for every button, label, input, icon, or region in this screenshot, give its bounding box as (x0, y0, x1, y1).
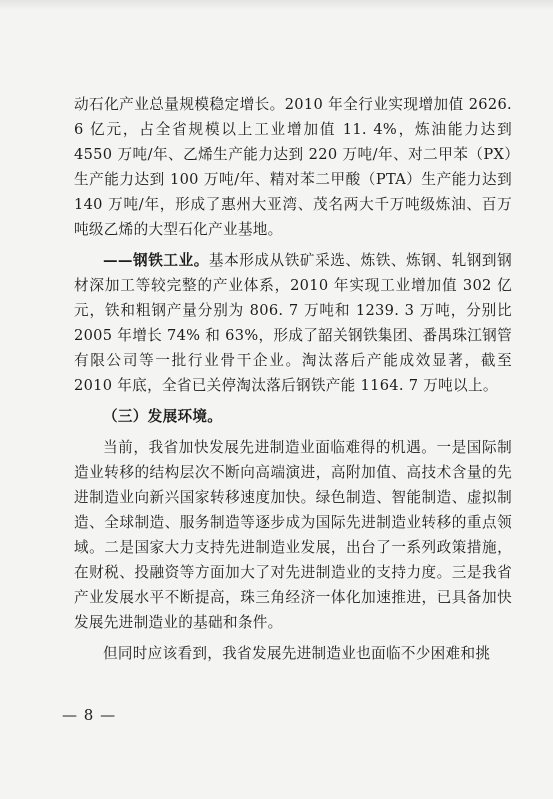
steel-industry-lead: ——钢铁工业。 (103, 252, 209, 269)
page-number: — 8 — (62, 706, 117, 724)
scan-top-edge (0, 0, 553, 10)
body-text (74, 92, 512, 666)
paragraph-challenges: 但同时应该看到，我省发展先进制造业也面临不少困难和挑 (103, 645, 491, 662)
steel-industry-body: 基本形成从铁矿采选、炼铁、炼钢、轧钢到钢材深加工等较完整的产业体系，2010 年实现工业增加值 302 亿元，铁和粗钢产量分别为 806. 7 万吨和 1239. 3 万吨，分别比 2005 年增长 74% 和 63%，形成了韶关钢铁集团、番禺珠江钢管有限公司等一批行业骨干企业。淘汰落后产能成效显著，截至 2010 年底，全省已关停淘汰落后钢铁产能 1164. 7 万吨以上。 (74, 252, 512, 394)
section-heading: （三）发展环境。 (103, 408, 223, 425)
paragraph-steel (74, 248, 512, 398)
paragraph-petrochemical: 动石化产业总量规模稳定增长。2010 年全行业实现增加值 2626. 6 亿元，占全省规模以上工业增加值 11. 4%，炼油能力达到 4550 万吨/年、乙烯生产能力达到 220 万吨/年、对二甲苯（PX）生产能力达到 100 万吨/年、精对苯二甲酸（PTA）生产能力达到 140 万吨/年，形成了惠州大亚湾、茂名两大千万吨级炼油、百万吨级乙烯的大型石化产业基地。 (74, 96, 512, 238)
paragraph-opportunities: 当前，我省加快发展先进制造业面临难得的机遇。一是国际制造业转移的结构层次不断向高端演进，高附加值、高技术含量的先进制造业向新兴国家转移速度加快。绿色制造、智能制造、虚拟制造、全球制造、服务制造等逐步成为国际先进制造业转移的重点领域。二是国家大力支持先进制造业发展，出台了一系列政策措施，在财税、投融资等方面加大了对先进制造业的支持力度。三是我省产业发展水平不断提高，珠三角经济一体化加速推进，已具备加快发展先进制造业的基础和条件。 (74, 439, 512, 631)
